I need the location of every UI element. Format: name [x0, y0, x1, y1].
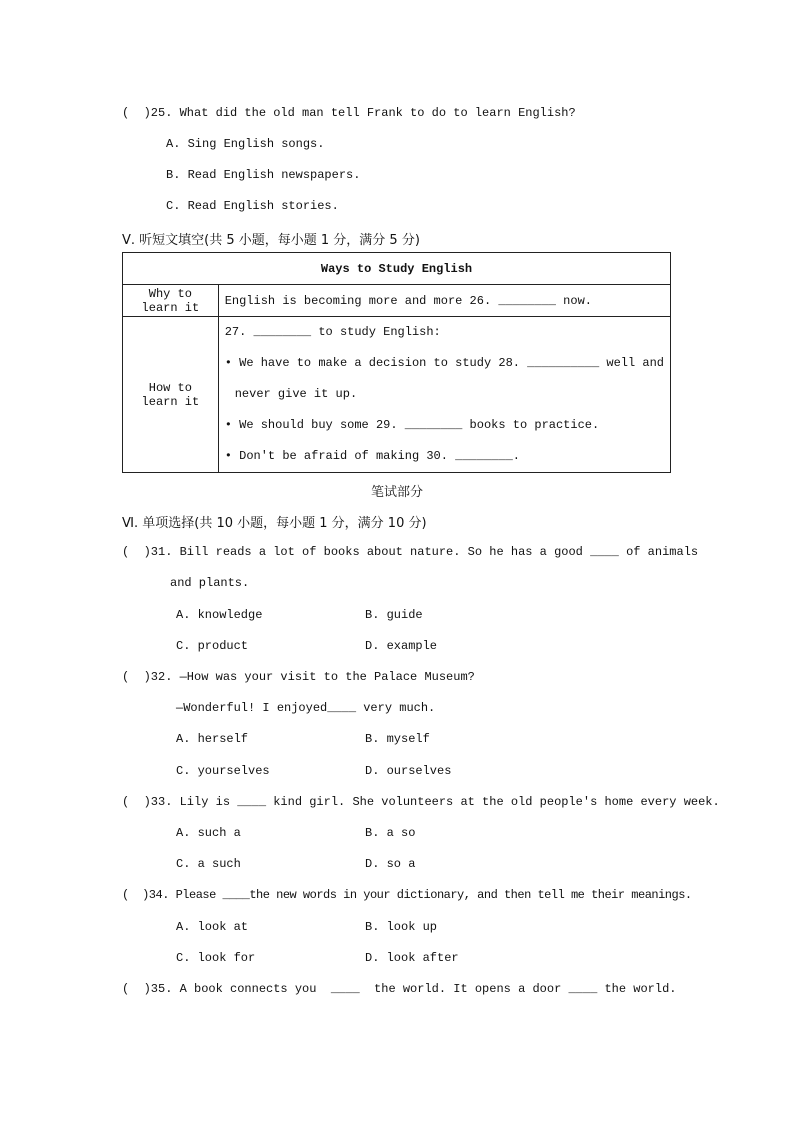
q32-option-c: C. yourselves: [176, 764, 270, 778]
q32-stem: ( )32. —How was your visit to the Palace Museum?: [122, 670, 475, 684]
q33-stem: ( )33. Lily is ____ kind girl. She volunteers at the old people's home every week.: [122, 795, 720, 809]
q31-option-c: C. product: [176, 639, 249, 653]
how-line-27: 27. ________ to study English:: [224, 325, 441, 339]
q31-option-a: A. knowledge: [176, 608, 263, 622]
section6-heading: Ⅵ. 单项选择(共 10 小题，每小题 1 分，满分 10 分): [122, 516, 427, 531]
q31-option-b: B. guide: [365, 608, 423, 622]
how-line-28: • We have to make a decision to study 28. __________ well and: [224, 356, 664, 370]
q34-option-c: C. look for: [176, 951, 256, 965]
q33-option-d: D. so a: [365, 857, 416, 871]
section5-heading: Ⅴ. 听短文填空(共 5 小题，每小题 1 分，满分 5 分): [122, 233, 420, 248]
q33-option-b: B. a so: [365, 826, 416, 840]
q25-option-c: C. Read English stories.: [166, 199, 339, 213]
how-line-28-cont: never give it up.: [234, 387, 358, 401]
q33-option-a: A. such a: [176, 826, 241, 840]
q34-option-b: B. look up: [365, 920, 438, 934]
table-title: Ways to Study English: [123, 253, 671, 285]
q31-option-d: D. example: [365, 639, 438, 653]
q34-option-a: A. look at: [176, 920, 249, 934]
written-part-title: 笔试部分: [370, 485, 423, 500]
q33-option-c: C. a such: [176, 857, 241, 871]
q31-stem-cont: and plants.: [170, 576, 250, 590]
how-line-29: • We should buy some 29. ________ books to practice.: [224, 418, 600, 432]
q25-stem: ( )25. What did the old man tell Frank to do to learn English?: [122, 106, 576, 120]
how-label: How to learn it: [123, 317, 219, 473]
how-line-30: • Don't be afraid of making 30. ________.: [224, 449, 520, 463]
why-label: Why to learn it: [123, 285, 219, 317]
q25-option-b: B. Read English newspapers.: [166, 168, 361, 182]
q31-stem: ( )31. Bill reads a lot of books about nature. So he has a good ____ of animals: [122, 545, 699, 559]
ways-to-study-table: [122, 252, 671, 473]
q32-option-a: A. herself: [176, 732, 249, 746]
q32-option-d: D. ourselves: [365, 764, 452, 778]
q32-option-b: B. myself: [365, 732, 430, 746]
why-text: English is becoming more and more 26. ________ now.: [218, 285, 670, 317]
q32-stem-cont: —Wonderful! I enjoyed____ very much.: [176, 701, 436, 715]
q34-option-d: D. look after: [365, 951, 459, 965]
how-cell: [218, 317, 670, 473]
q25-option-a: A. Sing English songs.: [166, 137, 325, 151]
q35-stem: ( )35. A book connects you ____ the world. It opens a door ____ the world.: [122, 982, 677, 996]
q34-stem: ( )34. Please ____the new words in your dictionary, and then tell me their meanings.: [122, 888, 692, 902]
